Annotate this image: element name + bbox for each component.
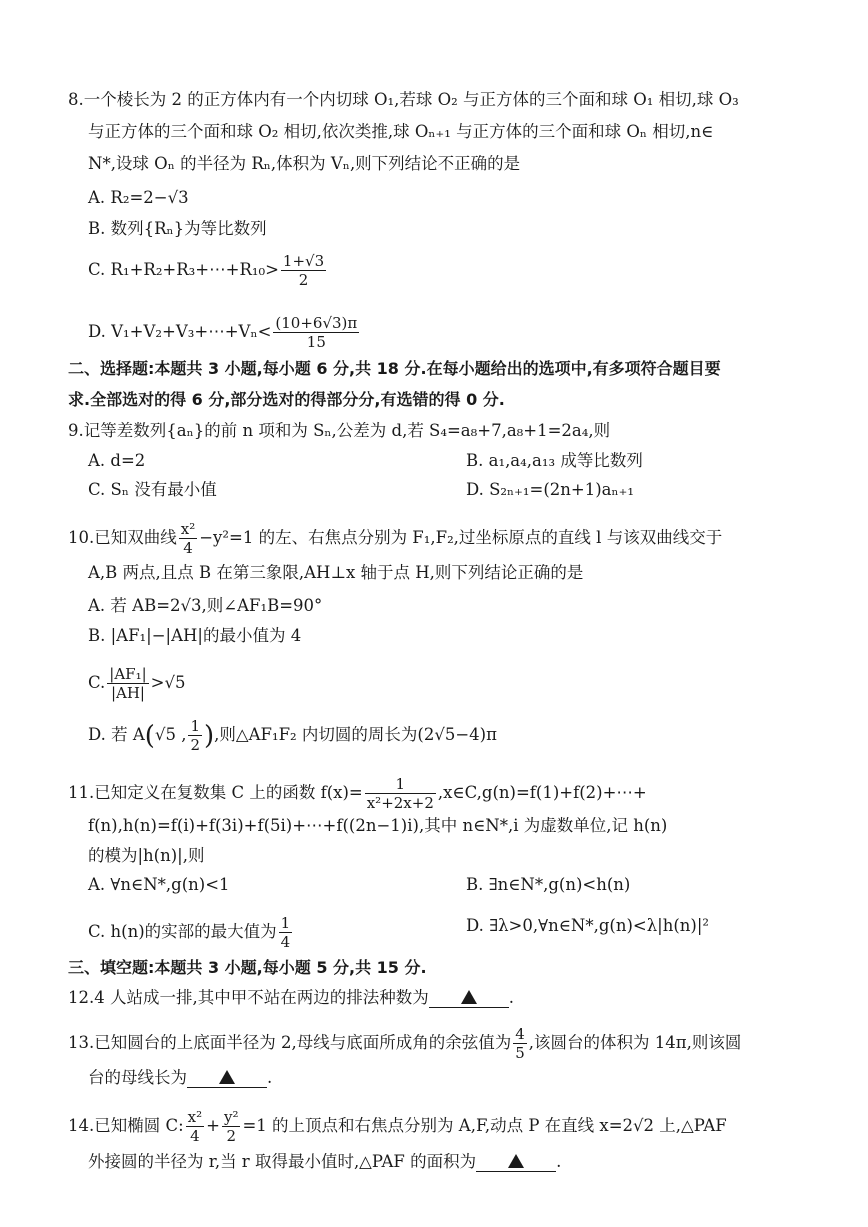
fraction-denominator: 4	[183, 539, 193, 557]
fraction-numerator: y²	[223, 1108, 239, 1126]
q11-stem-pre: 11.已知定义在复数集 C 上的函数 f(x)=	[68, 783, 363, 802]
q14-stem-line2	[88, 1150, 561, 1174]
q8-option-d	[88, 314, 361, 351]
q13-stem-post: ,该圆台的体积为 14π,则该圆	[528, 1033, 742, 1052]
section-2-heading-line2: 求.全部选对的得 6 分,部分选对的得部分分,有选错的得 0 分.	[68, 390, 505, 409]
q14-stem-pre: 14.已知椭圆 C:	[68, 1116, 184, 1135]
q10-stem-fraction	[179, 520, 197, 557]
q8-option-a: A. R₂=2−√3	[88, 188, 189, 207]
q8-stem-line1: 8.一个棱长为 2 的正方体内有一个内切球 O₁,若球 O₂ 与正方体的三个面和球 O₁ 相切,球 O₃	[68, 90, 739, 109]
q11-stem-line3: 的模为|h(n)|,则	[88, 846, 205, 865]
q13-stem-line1	[68, 1025, 741, 1062]
section-2-heading-line1: 二、选择题:本题共 3 小题,每小题 6 分,共 18 分.在每小题给出的选项中,有多项符合题目要	[68, 359, 721, 378]
q9-option-c: C. Sₙ 没有最小值	[88, 480, 217, 499]
q13-end: .	[267, 1068, 273, 1087]
q12-stem	[68, 986, 514, 1010]
fraction-denominator: 15	[306, 333, 326, 351]
q13-text: 台的母线长为	[88, 1068, 187, 1087]
triangle-icon	[461, 990, 477, 1004]
q9-option-a: A. d=2	[88, 451, 146, 470]
q8-option-c-left: C. R₁+R₂+R₃+⋯+R₁₀>	[88, 260, 279, 279]
q10-stem-post: −y²=1 的左、右焦点分别为 F₁,F₂,过坐标原点的直线 l 与该双曲线交于	[199, 528, 723, 547]
q8-option-b: B. 数列{Rₙ}为等比数列	[88, 219, 267, 238]
fraction-numerator: |AF₁|	[109, 665, 147, 683]
q14-text: 外接圆的半径为 r,当 r 取得最小值时,△PAF 的面积为	[88, 1152, 477, 1171]
q11-option-c-pre: C. h(n)的实部的最大值为	[88, 922, 277, 941]
fraction-denominator: x²+2x+2	[366, 794, 434, 812]
q14-stem-post: =1 的上顶点和右焦点分别为 A,F,动点 P 在直线 x=2√2 上,△PAF	[242, 1116, 727, 1135]
fraction-numerator: x²	[187, 1108, 203, 1126]
fraction-denominator: 2	[298, 271, 309, 289]
q11-stem-fraction	[365, 775, 436, 812]
q11-option-b: B. ∃n∈N*,g(n)<h(n)	[466, 875, 631, 894]
answer-blank[interactable]	[429, 989, 509, 1008]
q9-option-b: B. a₁,a₄,a₁₃ 成等比数列	[466, 451, 643, 470]
q10-option-c-pre: C.	[88, 673, 106, 692]
q11-option-c	[88, 914, 294, 951]
q14-stem-line1	[68, 1108, 727, 1145]
q10-stem-line2: A,B 两点,且点 B 在第三象限,AH⊥x 轴于点 H,则下列结论正确的是	[88, 563, 584, 582]
q8-option-c	[88, 252, 328, 289]
q10-option-d-a: √5 ,	[154, 725, 187, 744]
fraction-denominator: 2	[226, 1127, 236, 1145]
q13-stem-fraction	[513, 1025, 527, 1062]
q9-stem: 9.记等差数列{aₙ}的前 n 项和为 Sₙ,公差为 d,若 S₄=a₈+7,a₈+1=2a₄,则	[68, 421, 611, 440]
fraction-denominator: 5	[515, 1044, 525, 1062]
fraction-numerator: 1	[365, 775, 436, 794]
q10-option-c	[88, 665, 186, 702]
q11-stem-post: ,x∈C,g(n)=f(1)+f(2)+⋯+	[437, 783, 647, 802]
q11-option-c-fraction	[279, 914, 293, 951]
fraction-denominator: 4	[190, 1127, 200, 1145]
q11-stem-line2: f(n),h(n)=f(i)+f(3i)+f(5i)+⋯+f((2n−1)i),其中 n∈N*,i 为虚数单位,记 h(n)	[88, 816, 668, 835]
fraction-numerator: (10+6√3)π	[275, 314, 358, 332]
q8-stem-line2: 与正方体的三个面和球 O₂ 相切,依次类推,球 Oₙ₊₁ 与正方体的三个面和球 Oₙ 相切,n∈	[88, 122, 714, 141]
q14-fraction-x	[186, 1108, 204, 1145]
fraction-numerator: 1+√3	[282, 252, 325, 270]
fraction-denominator: 4	[280, 933, 291, 951]
q10-option-a: A. 若 AB=2√3,则∠AF₁B=90°	[88, 596, 323, 615]
q10-stem-pre: 10.已知双曲线	[68, 528, 177, 547]
q13-stem-pre: 13.已知圆台的上底面半径为 2,母线与底面所成角的余弦值为	[68, 1033, 512, 1052]
triangle-icon	[508, 1154, 524, 1168]
q14-plus: +	[206, 1116, 220, 1135]
q12-text: 12.4 人站成一排,其中甲不站在两边的排法种数为	[68, 988, 429, 1007]
q10-stem-line1	[68, 520, 722, 557]
q12-end: .	[508, 988, 514, 1007]
q13-stem-line2	[88, 1066, 272, 1090]
left-paren: (	[144, 721, 155, 751]
fraction-numerator: 1	[190, 717, 201, 735]
q11-option-a: A. ∀n∈N*,g(n)<1	[88, 875, 230, 894]
q10-option-d	[88, 717, 497, 754]
q14-fraction-y	[222, 1108, 241, 1145]
section-3-heading: 三、填空题:本题共 3 小题,每小题 5 分,共 15 分.	[68, 958, 427, 977]
fraction-numerator: 1	[280, 914, 291, 932]
answer-blank[interactable]	[187, 1069, 267, 1088]
q10-option-d-pre: D. 若 A	[88, 725, 145, 744]
q8-option-d-left: D. V₁+V₂+V₃+⋯+Vₙ<	[88, 322, 272, 341]
q8-option-d-fraction	[273, 314, 359, 351]
q10-option-d-post: ,则△AF₁F₂ 内切圆的周长为(2√5−4)π	[214, 725, 497, 744]
fraction-denominator: |AH|	[110, 684, 145, 702]
q10-option-d-fraction	[188, 717, 202, 754]
fraction-numerator: 4	[515, 1025, 525, 1043]
fraction-denominator: 2	[190, 736, 201, 754]
q10-option-c-post: >√5	[150, 673, 186, 692]
q8-option-c-fraction	[281, 252, 326, 289]
q9-option-d: D. S₂ₙ₊₁=(2n+1)aₙ₊₁	[466, 480, 634, 499]
q14-end: .	[556, 1152, 562, 1171]
q10-option-b: B. |AF₁|−|AH|的最小值为 4	[88, 626, 302, 645]
right-paren: )	[204, 721, 215, 751]
triangle-icon	[219, 1070, 235, 1084]
q11-stem-line1	[68, 775, 647, 812]
q10-option-c-fraction	[107, 665, 148, 702]
q11-option-d: D. ∃λ>0,∀n∈N*,g(n)<λ|h(n)|²	[466, 916, 710, 935]
q8-stem-line3: N*,设球 Oₙ 的半径为 Rₙ,体积为 Vₙ,则下列结论不正确的是	[88, 154, 521, 173]
answer-blank[interactable]	[476, 1153, 556, 1172]
fraction-numerator: x²	[180, 520, 196, 538]
